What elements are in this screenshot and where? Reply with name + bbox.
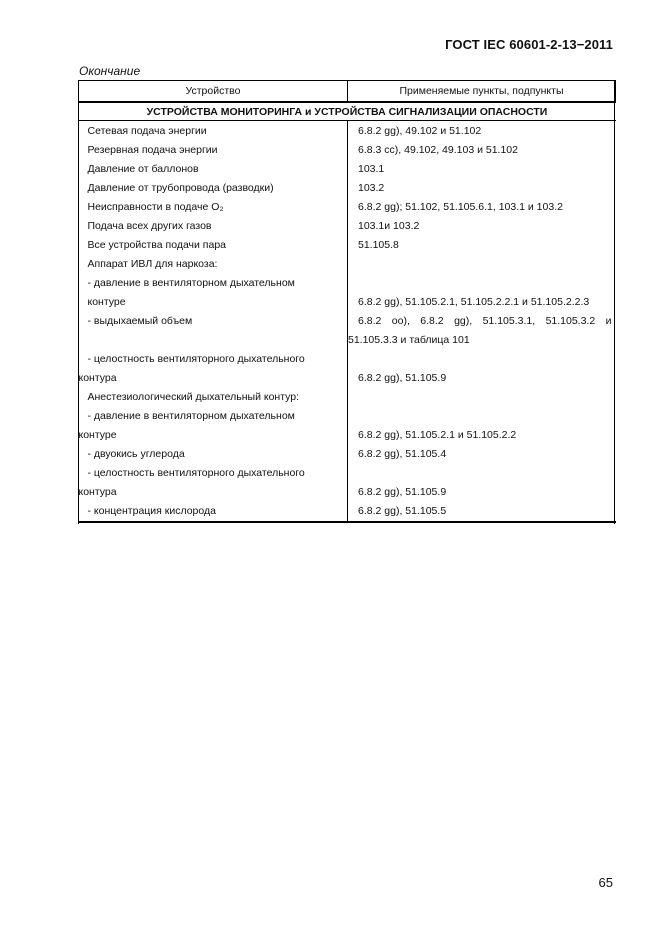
table-row [79, 197, 616, 216]
device-cell: Анестезиологический дыхательный контур: [87, 391, 300, 404]
table-header-row [79, 81, 616, 103]
clause-token: 51.105.3.1, [482, 314, 536, 327]
page-number: 65 [598, 875, 613, 890]
table-row [79, 140, 616, 159]
clause-token: и [605, 314, 612, 327]
clauses-cell: 6.8.2 gg), 51.105.2.1, 51.105.2.2.1 и 51.105.2.2.3 [348, 292, 616, 311]
table-row [79, 445, 616, 464]
section-title: УСТРОЙСТВА МОНИТОРИНГА и УСТРОЙСТВА СИГНАЛИЗАЦИИ ОПАСНОСТИ [79, 102, 616, 121]
table-row [79, 350, 616, 369]
clauses-cell: 103.1и 103.2 [348, 216, 616, 235]
clauses-cell: 6.8.2 gg), 51.105.4 [348, 445, 616, 464]
device-cell: Аппарат ИВЛ для наркоза: [87, 257, 218, 270]
device-cell: Все устройства подачи пара [87, 238, 227, 251]
device-cell: Давление от баллонов [87, 162, 199, 175]
clauses-cell [348, 388, 616, 407]
clauses-cell: 6.8.3 cc), 49.102, 49.103 и 51.102 [348, 140, 616, 159]
table-row [79, 235, 616, 254]
device-cell: контуре [78, 429, 117, 442]
table-row [79, 311, 616, 330]
table-continuation-label: Окончание [79, 64, 141, 78]
clauses-cell: 103.2 [348, 178, 616, 197]
clauses-justified-line [358, 315, 616, 327]
clauses-cell [348, 311, 616, 330]
table-row [79, 407, 616, 426]
device-cell: Подача всех других газов [87, 219, 212, 232]
table-row [79, 464, 616, 483]
clauses-cell [348, 350, 616, 369]
table-row [79, 216, 616, 235]
clauses-cell: 51.105.8 [348, 235, 616, 254]
device-cell: Резервная подача энергии [87, 143, 218, 156]
clauses-cell: 6.8.2 gg), 51.105.9 [348, 369, 616, 388]
clauses-cell: 51.105.3.3 и таблица 101 [348, 331, 616, 350]
table-row [79, 331, 616, 350]
table-row [79, 426, 616, 445]
device-cell: - концентрация кислорода [79, 502, 348, 522]
clauses-cell [348, 254, 616, 273]
device-cell: - давление в вентиляторном дыхательном [87, 410, 295, 423]
device-cell: контуре [87, 295, 126, 308]
clause-token: 51.105.3.2 [545, 314, 596, 327]
table-row [79, 121, 616, 141]
table-row [79, 178, 616, 197]
table-row [79, 254, 616, 273]
clauses-cell [348, 464, 616, 483]
clauses-cell: 6.8.2 gg), 51.105.5 [348, 502, 616, 522]
clauses-cell: 6.8.2 gg), 49.102 и 51.102 [348, 121, 616, 141]
column-header-device: Устройство [79, 81, 348, 103]
table-row [79, 292, 616, 311]
device-cell: Сетевая подача энергии [87, 124, 207, 137]
clauses-cell: 6.8.2 gg); 51.102, 51.105.6.1, 103.1 и 103.2 [348, 197, 616, 216]
device-cell: - выдыхаемый объем [87, 314, 193, 327]
table-row [79, 159, 616, 178]
clauses-cell [348, 407, 616, 426]
device-cell: - целостность вентиляторного дыхательного [87, 353, 305, 366]
clause-token: 6.8.2 [420, 314, 444, 327]
device-cell: - целостность вентиляторного дыхательного [87, 467, 305, 480]
document-standard-header: ГОСТ IEC 60601-2-13−2011 [445, 37, 613, 52]
table-row [79, 273, 616, 292]
clause-token: gg), [454, 314, 473, 327]
clause-token: оо), [391, 314, 410, 327]
clauses-cell [348, 273, 616, 292]
section-title-row [79, 102, 616, 121]
table-row [79, 502, 616, 522]
clause-token: 6.8.2 [358, 314, 382, 327]
device-cell: контура [78, 486, 117, 499]
table-row [79, 369, 616, 388]
clauses-cell: 6.8.2 gg), 51.105.2.1 и 51.105.2.2 [348, 426, 616, 445]
device-cell: - двуокись углерода [87, 448, 185, 461]
column-header-clauses: Применяемые пункты, подпункты [348, 81, 616, 103]
requirements-table [78, 80, 616, 523]
clauses-cell: 103.1 [348, 159, 616, 178]
device-cell: Давление от трубопровода (разводки) [87, 181, 274, 194]
device-cell: Неисправности в подаче O₂ [87, 200, 224, 213]
table-row [79, 388, 616, 407]
device-cell [79, 331, 348, 350]
device-cell: контура [78, 372, 117, 385]
clauses-cell: 6.8.2 gg), 51.105.9 [348, 483, 616, 502]
device-cell: - давление в вентиляторном дыхательном [87, 276, 295, 289]
table-row [79, 483, 616, 502]
